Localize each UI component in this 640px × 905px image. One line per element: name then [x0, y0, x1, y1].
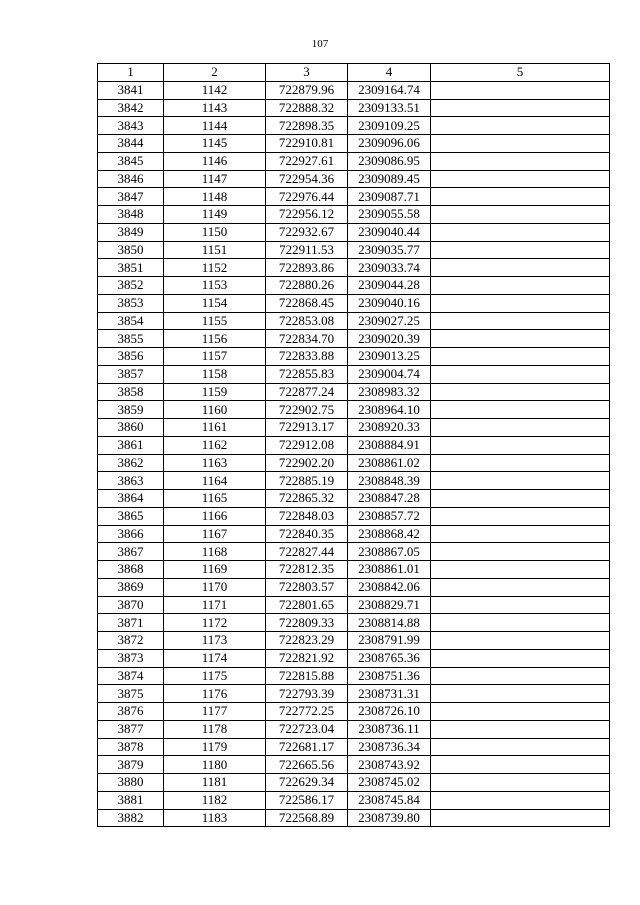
y-coordinate-cell: 2309027.25: [348, 312, 431, 330]
table-row: [98, 791, 610, 809]
point-number-cell: 3856: [98, 348, 164, 366]
y-coordinate-cell: 2309040.16: [348, 294, 431, 312]
point-number-cell: 3846: [98, 170, 164, 188]
y-coordinate-cell: 2308920.33: [348, 419, 431, 437]
point-number-cell: 3865: [98, 507, 164, 525]
y-coordinate-cell: 2309004.74: [348, 365, 431, 383]
y-coordinate-cell: 2308791.99: [348, 632, 431, 650]
point-number-cell: 3867: [98, 543, 164, 561]
x-coordinate-cell: 722865.32: [266, 490, 348, 508]
note-cell: [431, 330, 610, 348]
note-cell: [431, 135, 610, 153]
index-cell: 1171: [164, 596, 266, 614]
index-cell: 1162: [164, 436, 266, 454]
coordinates-table: [97, 63, 610, 827]
y-coordinate-cell: 2308842.06: [348, 578, 431, 596]
table-row: [98, 649, 610, 667]
x-coordinate-cell: 722898.35: [266, 117, 348, 135]
note-cell: [431, 490, 610, 508]
note-cell: [431, 348, 610, 366]
index-cell: 1149: [164, 206, 266, 224]
note-cell: [431, 312, 610, 330]
note-cell: [431, 294, 610, 312]
table-row: [98, 99, 610, 117]
point-number-cell: 3844: [98, 135, 164, 153]
note-cell: [431, 241, 610, 259]
point-number-cell: 3857: [98, 365, 164, 383]
index-cell: 1156: [164, 330, 266, 348]
y-coordinate-cell: 2308847.28: [348, 490, 431, 508]
index-cell: 1177: [164, 703, 266, 721]
y-coordinate-cell: 2309013.25: [348, 348, 431, 366]
table-row: [98, 81, 610, 99]
index-cell: 1148: [164, 188, 266, 206]
y-coordinate-cell: 2309044.28: [348, 277, 431, 295]
index-cell: 1181: [164, 774, 266, 792]
table-row: [98, 632, 610, 650]
y-coordinate-cell: 2308745.84: [348, 791, 431, 809]
x-coordinate-cell: 722954.36: [266, 170, 348, 188]
x-coordinate-cell: 722568.89: [266, 809, 348, 827]
y-coordinate-cell: 2309133.51: [348, 99, 431, 117]
index-cell: 1174: [164, 649, 266, 667]
column-header: 1: [98, 64, 164, 82]
point-number-cell: 3841: [98, 81, 164, 99]
index-cell: 1178: [164, 720, 266, 738]
table-row: [98, 348, 610, 366]
table-row: [98, 543, 610, 561]
note-cell: [431, 649, 610, 667]
x-coordinate-cell: 722815.88: [266, 667, 348, 685]
column-header: 4: [348, 64, 431, 82]
x-coordinate-cell: 722629.34: [266, 774, 348, 792]
index-cell: 1176: [164, 685, 266, 703]
note-cell: [431, 277, 610, 295]
x-coordinate-cell: 722723.04: [266, 720, 348, 738]
x-coordinate-cell: 722681.17: [266, 738, 348, 756]
table-row: [98, 667, 610, 685]
point-number-cell: 3845: [98, 152, 164, 170]
y-coordinate-cell: 2308868.42: [348, 525, 431, 543]
note-cell: [431, 809, 610, 827]
note-cell: [431, 703, 610, 721]
note-cell: [431, 223, 610, 241]
table-row: [98, 259, 610, 277]
y-coordinate-cell: 2308751.36: [348, 667, 431, 685]
y-coordinate-cell: 2308983.32: [348, 383, 431, 401]
note-cell: [431, 561, 610, 579]
y-coordinate-cell: 2309087.71: [348, 188, 431, 206]
index-cell: 1152: [164, 259, 266, 277]
table-row: [98, 365, 610, 383]
point-number-cell: 3858: [98, 383, 164, 401]
point-number-cell: 3868: [98, 561, 164, 579]
point-number-cell: 3877: [98, 720, 164, 738]
index-cell: 1158: [164, 365, 266, 383]
x-coordinate-cell: 722879.96: [266, 81, 348, 99]
index-cell: 1144: [164, 117, 266, 135]
table-row: [98, 578, 610, 596]
index-cell: 1172: [164, 614, 266, 632]
x-coordinate-cell: 722803.57: [266, 578, 348, 596]
index-cell: 1163: [164, 454, 266, 472]
y-coordinate-cell: 2308726.10: [348, 703, 431, 721]
point-number-cell: 3875: [98, 685, 164, 703]
x-coordinate-cell: 722880.26: [266, 277, 348, 295]
x-coordinate-cell: 722834.70: [266, 330, 348, 348]
x-coordinate-cell: 722823.29: [266, 632, 348, 650]
index-cell: 1165: [164, 490, 266, 508]
x-coordinate-cell: 722888.32: [266, 99, 348, 117]
note-cell: [431, 791, 610, 809]
note-cell: [431, 117, 610, 135]
note-cell: [431, 596, 610, 614]
table-row: [98, 685, 610, 703]
y-coordinate-cell: 2308857.72: [348, 507, 431, 525]
y-coordinate-cell: 2309055.58: [348, 206, 431, 224]
note-cell: [431, 365, 610, 383]
point-number-cell: 3853: [98, 294, 164, 312]
note-cell: [431, 188, 610, 206]
x-coordinate-cell: 722893.86: [266, 259, 348, 277]
table-row: [98, 774, 610, 792]
x-coordinate-cell: 722927.61: [266, 152, 348, 170]
y-coordinate-cell: 2308861.01: [348, 561, 431, 579]
y-coordinate-cell: 2308745.02: [348, 774, 431, 792]
point-number-cell: 3880: [98, 774, 164, 792]
point-number-cell: 3848: [98, 206, 164, 224]
point-number-cell: 3843: [98, 117, 164, 135]
x-coordinate-cell: 722885.19: [266, 472, 348, 490]
y-coordinate-cell: 2308765.36: [348, 649, 431, 667]
table-row: [98, 614, 610, 632]
table-row: [98, 294, 610, 312]
table-row: [98, 277, 610, 295]
index-cell: 1169: [164, 561, 266, 579]
x-coordinate-cell: 722902.75: [266, 401, 348, 419]
y-coordinate-cell: 2309020.39: [348, 330, 431, 348]
x-coordinate-cell: 722877.24: [266, 383, 348, 401]
column-header: 3: [266, 64, 348, 82]
y-coordinate-cell: 2308848.39: [348, 472, 431, 490]
index-cell: 1150: [164, 223, 266, 241]
note-cell: [431, 507, 610, 525]
index-cell: 1160: [164, 401, 266, 419]
x-coordinate-cell: 722868.45: [266, 294, 348, 312]
table-row: [98, 472, 610, 490]
y-coordinate-cell: 2308731.31: [348, 685, 431, 703]
index-cell: 1142: [164, 81, 266, 99]
index-cell: 1155: [164, 312, 266, 330]
x-coordinate-cell: 722855.83: [266, 365, 348, 383]
x-coordinate-cell: 722902.20: [266, 454, 348, 472]
index-cell: 1157: [164, 348, 266, 366]
table-row: [98, 117, 610, 135]
column-header: 5: [431, 64, 610, 82]
column-header: 2: [164, 64, 266, 82]
note-cell: [431, 774, 610, 792]
table-row: [98, 454, 610, 472]
index-cell: 1168: [164, 543, 266, 561]
x-coordinate-cell: 722801.65: [266, 596, 348, 614]
table-row: [98, 596, 610, 614]
table-header-row: [98, 64, 610, 82]
index-cell: 1175: [164, 667, 266, 685]
note-cell: [431, 543, 610, 561]
y-coordinate-cell: 2308829.71: [348, 596, 431, 614]
page-number: 107: [311, 38, 329, 50]
point-number-cell: 3855: [98, 330, 164, 348]
point-number-cell: 3870: [98, 596, 164, 614]
note-cell: [431, 632, 610, 650]
y-coordinate-cell: 2309040.44: [348, 223, 431, 241]
table-row: [98, 507, 610, 525]
point-number-cell: 3859: [98, 401, 164, 419]
index-cell: 1147: [164, 170, 266, 188]
note-cell: [431, 152, 610, 170]
x-coordinate-cell: 722956.12: [266, 206, 348, 224]
note-cell: [431, 383, 610, 401]
x-coordinate-cell: 722840.35: [266, 525, 348, 543]
point-number-cell: 3850: [98, 241, 164, 259]
point-number-cell: 3872: [98, 632, 164, 650]
index-cell: 1159: [164, 383, 266, 401]
y-coordinate-cell: 2308814.88: [348, 614, 431, 632]
point-number-cell: 3864: [98, 490, 164, 508]
x-coordinate-cell: 722911.53: [266, 241, 348, 259]
table-row: [98, 490, 610, 508]
x-coordinate-cell: 722853.08: [266, 312, 348, 330]
point-number-cell: 3851: [98, 259, 164, 277]
index-cell: 1179: [164, 738, 266, 756]
index-cell: 1153: [164, 277, 266, 295]
point-number-cell: 3876: [98, 703, 164, 721]
table-row: [98, 738, 610, 756]
table-row: [98, 241, 610, 259]
table-row: [98, 525, 610, 543]
note-cell: [431, 436, 610, 454]
point-number-cell: 3874: [98, 667, 164, 685]
point-number-cell: 3881: [98, 791, 164, 809]
note-cell: [431, 667, 610, 685]
point-number-cell: 3869: [98, 578, 164, 596]
index-cell: 1143: [164, 99, 266, 117]
x-coordinate-cell: 722932.67: [266, 223, 348, 241]
x-coordinate-cell: 722827.44: [266, 543, 348, 561]
x-coordinate-cell: 722976.44: [266, 188, 348, 206]
note-cell: [431, 756, 610, 774]
x-coordinate-cell: 722848.03: [266, 507, 348, 525]
y-coordinate-cell: 2308739.80: [348, 809, 431, 827]
y-coordinate-cell: 2308964.10: [348, 401, 431, 419]
table-row: [98, 419, 610, 437]
table-row: [98, 206, 610, 224]
index-cell: 1182: [164, 791, 266, 809]
point-number-cell: 3863: [98, 472, 164, 490]
x-coordinate-cell: 722586.17: [266, 791, 348, 809]
note-cell: [431, 454, 610, 472]
note-cell: [431, 206, 610, 224]
note-cell: [431, 419, 610, 437]
table-row: [98, 170, 610, 188]
x-coordinate-cell: 722821.92: [266, 649, 348, 667]
table-row: [98, 720, 610, 738]
point-number-cell: 3854: [98, 312, 164, 330]
y-coordinate-cell: 2309035.77: [348, 241, 431, 259]
table-row: [98, 436, 610, 454]
point-number-cell: 3862: [98, 454, 164, 472]
point-number-cell: 3882: [98, 809, 164, 827]
point-number-cell: 3878: [98, 738, 164, 756]
point-number-cell: 3847: [98, 188, 164, 206]
point-number-cell: 3852: [98, 277, 164, 295]
note-cell: [431, 401, 610, 419]
table-body: [98, 81, 610, 827]
table-row: [98, 188, 610, 206]
x-coordinate-cell: 722793.39: [266, 685, 348, 703]
y-coordinate-cell: 2308736.34: [348, 738, 431, 756]
index-cell: 1151: [164, 241, 266, 259]
table-row: [98, 383, 610, 401]
x-coordinate-cell: 722665.56: [266, 756, 348, 774]
note-cell: [431, 614, 610, 632]
note-cell: [431, 99, 610, 117]
index-cell: 1183: [164, 809, 266, 827]
x-coordinate-cell: 722910.81: [266, 135, 348, 153]
table-row: [98, 401, 610, 419]
x-coordinate-cell: 722809.33: [266, 614, 348, 632]
table-row: [98, 312, 610, 330]
point-number-cell: 3849: [98, 223, 164, 241]
index-cell: 1154: [164, 294, 266, 312]
y-coordinate-cell: 2309164.74: [348, 81, 431, 99]
note-cell: [431, 472, 610, 490]
table-row: [98, 561, 610, 579]
note-cell: [431, 578, 610, 596]
point-number-cell: 3842: [98, 99, 164, 117]
x-coordinate-cell: 722772.25: [266, 703, 348, 721]
index-cell: 1170: [164, 578, 266, 596]
y-coordinate-cell: 2308867.05: [348, 543, 431, 561]
note-cell: [431, 81, 610, 99]
note-cell: [431, 738, 610, 756]
table-row: [98, 152, 610, 170]
x-coordinate-cell: 722833.88: [266, 348, 348, 366]
point-number-cell: 3860: [98, 419, 164, 437]
index-cell: 1145: [164, 135, 266, 153]
y-coordinate-cell: 2309109.25: [348, 117, 431, 135]
table-row: [98, 135, 610, 153]
x-coordinate-cell: 722913.17: [266, 419, 348, 437]
x-coordinate-cell: 722912.08: [266, 436, 348, 454]
table-row: [98, 330, 610, 348]
y-coordinate-cell: 2308861.02: [348, 454, 431, 472]
table-row: [98, 223, 610, 241]
note-cell: [431, 685, 610, 703]
table-row: [98, 756, 610, 774]
note-cell: [431, 525, 610, 543]
index-cell: 1167: [164, 525, 266, 543]
index-cell: 1180: [164, 756, 266, 774]
note-cell: [431, 170, 610, 188]
y-coordinate-cell: 2308884.91: [348, 436, 431, 454]
index-cell: 1166: [164, 507, 266, 525]
x-coordinate-cell: 722812.35: [266, 561, 348, 579]
y-coordinate-cell: 2309033.74: [348, 259, 431, 277]
y-coordinate-cell: 2309086.95: [348, 152, 431, 170]
point-number-cell: 3866: [98, 525, 164, 543]
y-coordinate-cell: 2308743.92: [348, 756, 431, 774]
note-cell: [431, 720, 610, 738]
point-number-cell: 3873: [98, 649, 164, 667]
point-number-cell: 3861: [98, 436, 164, 454]
index-cell: 1146: [164, 152, 266, 170]
y-coordinate-cell: 2309089.45: [348, 170, 431, 188]
index-cell: 1173: [164, 632, 266, 650]
note-cell: [431, 259, 610, 277]
table-row: [98, 703, 610, 721]
y-coordinate-cell: 2308736.11: [348, 720, 431, 738]
point-number-cell: 3871: [98, 614, 164, 632]
y-coordinate-cell: 2309096.06: [348, 135, 431, 153]
index-cell: 1161: [164, 419, 266, 437]
point-number-cell: 3879: [98, 756, 164, 774]
table-row: [98, 809, 610, 827]
index-cell: 1164: [164, 472, 266, 490]
